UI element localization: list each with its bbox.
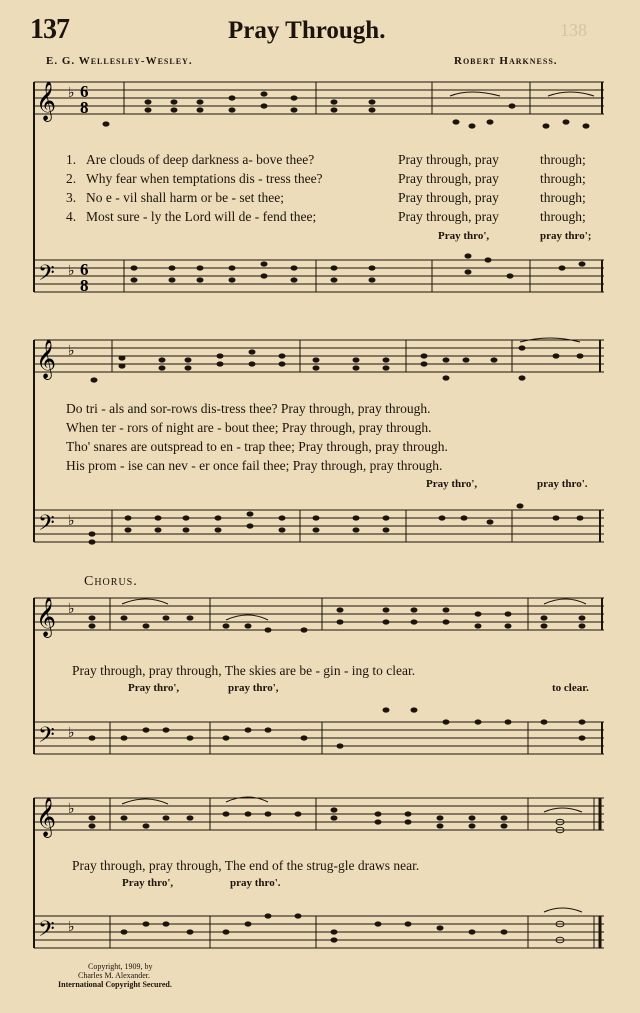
lyricist-credit: E. G. Wellesley-Wesley. (46, 55, 193, 67)
svg-text:𝄞: 𝄞 (36, 339, 57, 379)
bass-cue-2: pray thro'; (540, 230, 592, 242)
svg-text:𝄢: 𝄢 (38, 511, 55, 541)
verse-1-line-1: Are clouds of deep darkness a- bove thee? (86, 152, 315, 167)
chorus-cue-5: pray thro'. (230, 877, 281, 889)
music-system-chorus-1 (0, 590, 640, 780)
bass-cue-1: Pray thro', (438, 230, 490, 242)
copyright-line-2: Charles M. Alexander. (78, 971, 150, 980)
chorus-cue-2: pray thro', (228, 682, 279, 694)
svg-text:𝄞: 𝄞 (36, 797, 57, 837)
chorus-line-2: Pray through, pray through, The end of the strug-gle draws near. (72, 858, 420, 873)
verse-2-line-1: Why fear when temptations dis - tress thee? (86, 171, 323, 186)
verse-2-refrain: Pray through, pray (398, 171, 499, 186)
svg-text:8: 8 (80, 276, 89, 295)
svg-text:♭: ♭ (68, 725, 75, 741)
svg-text:6: 6 (80, 260, 89, 279)
chorus-line-1: Pray through, pray through, The skies are be - gin - ing to clear. (72, 663, 416, 678)
verse-3-refrain: Pray through, pray (398, 190, 499, 205)
verse-2-line-2: When ter - rors of night are - bout thee; Pray through, pray through. (66, 420, 432, 435)
verse-4-end: through; (540, 209, 586, 224)
verse-4-refrain: Pray through, pray (398, 209, 499, 224)
verse-2-end: through; (540, 171, 586, 186)
hymn-title: Pray Through. (228, 17, 386, 44)
bass-cue-3: Pray thro', (426, 478, 478, 490)
verse-1-end: through; (540, 152, 586, 167)
verse-1-line-2: Do tri - als and sor-rows dis-tress thee? Pray through, pray through. (66, 401, 431, 416)
verse-1-refrain: Pray through, pray (398, 152, 499, 167)
verse-3-end: through; (540, 190, 586, 205)
verse-2-number: 2. (66, 171, 77, 186)
svg-text:♭: ♭ (68, 801, 75, 817)
svg-text:♭: ♭ (68, 513, 75, 529)
svg-text:♭: ♭ (68, 343, 75, 359)
verse-1-number: 1. (66, 152, 77, 167)
verse-4-line-2: His prom - ise can nev - er once fail thee; Pray through, pray through. (66, 458, 443, 473)
chorus-label: Chorus. (84, 574, 138, 589)
svg-text:𝄞: 𝄞 (36, 597, 57, 637)
svg-text:𝄞: 𝄞 (36, 81, 57, 121)
copyright-line-1: Copyright, 1909, by (88, 962, 153, 971)
chorus-cue-4: Pray thro', (122, 877, 174, 889)
svg-text:♭: ♭ (68, 919, 75, 935)
music-system-chorus-2 (0, 790, 640, 970)
chorus-cue-3: to clear. (552, 682, 589, 694)
verse-4-line-1: Most sure - ly the Lord will de - fend thee; (86, 209, 317, 224)
svg-text:𝄢: 𝄢 (38, 261, 55, 291)
hymn-number: 137 (30, 14, 69, 45)
composer-credit: Robert Harkness. (454, 55, 558, 67)
svg-text:♭: ♭ (68, 601, 75, 617)
chorus-cue-1: Pray thro', (128, 682, 180, 694)
verse-3-line-2: Tho' snares are outspread to en - trap thee; Pray through, pray through. (66, 439, 448, 454)
verse-4-number: 4. (66, 209, 77, 224)
svg-text:♭: ♭ (68, 85, 75, 101)
svg-text:6: 6 (80, 82, 89, 101)
svg-text:8: 8 (80, 98, 89, 117)
svg-text:𝄢: 𝄢 (38, 917, 55, 947)
verse-3-line-1: No e - vil shall harm or be - set thee; (86, 190, 284, 205)
copyright-line-3: International Copyright Secured. (58, 980, 172, 989)
bass-cue-4: pray thro'. (537, 478, 588, 490)
bleed-through-page-number: 138 (560, 20, 587, 40)
svg-text:♭: ♭ (68, 263, 75, 279)
verse-3-number: 3. (66, 190, 77, 205)
svg-text:𝄢: 𝄢 (38, 723, 55, 753)
